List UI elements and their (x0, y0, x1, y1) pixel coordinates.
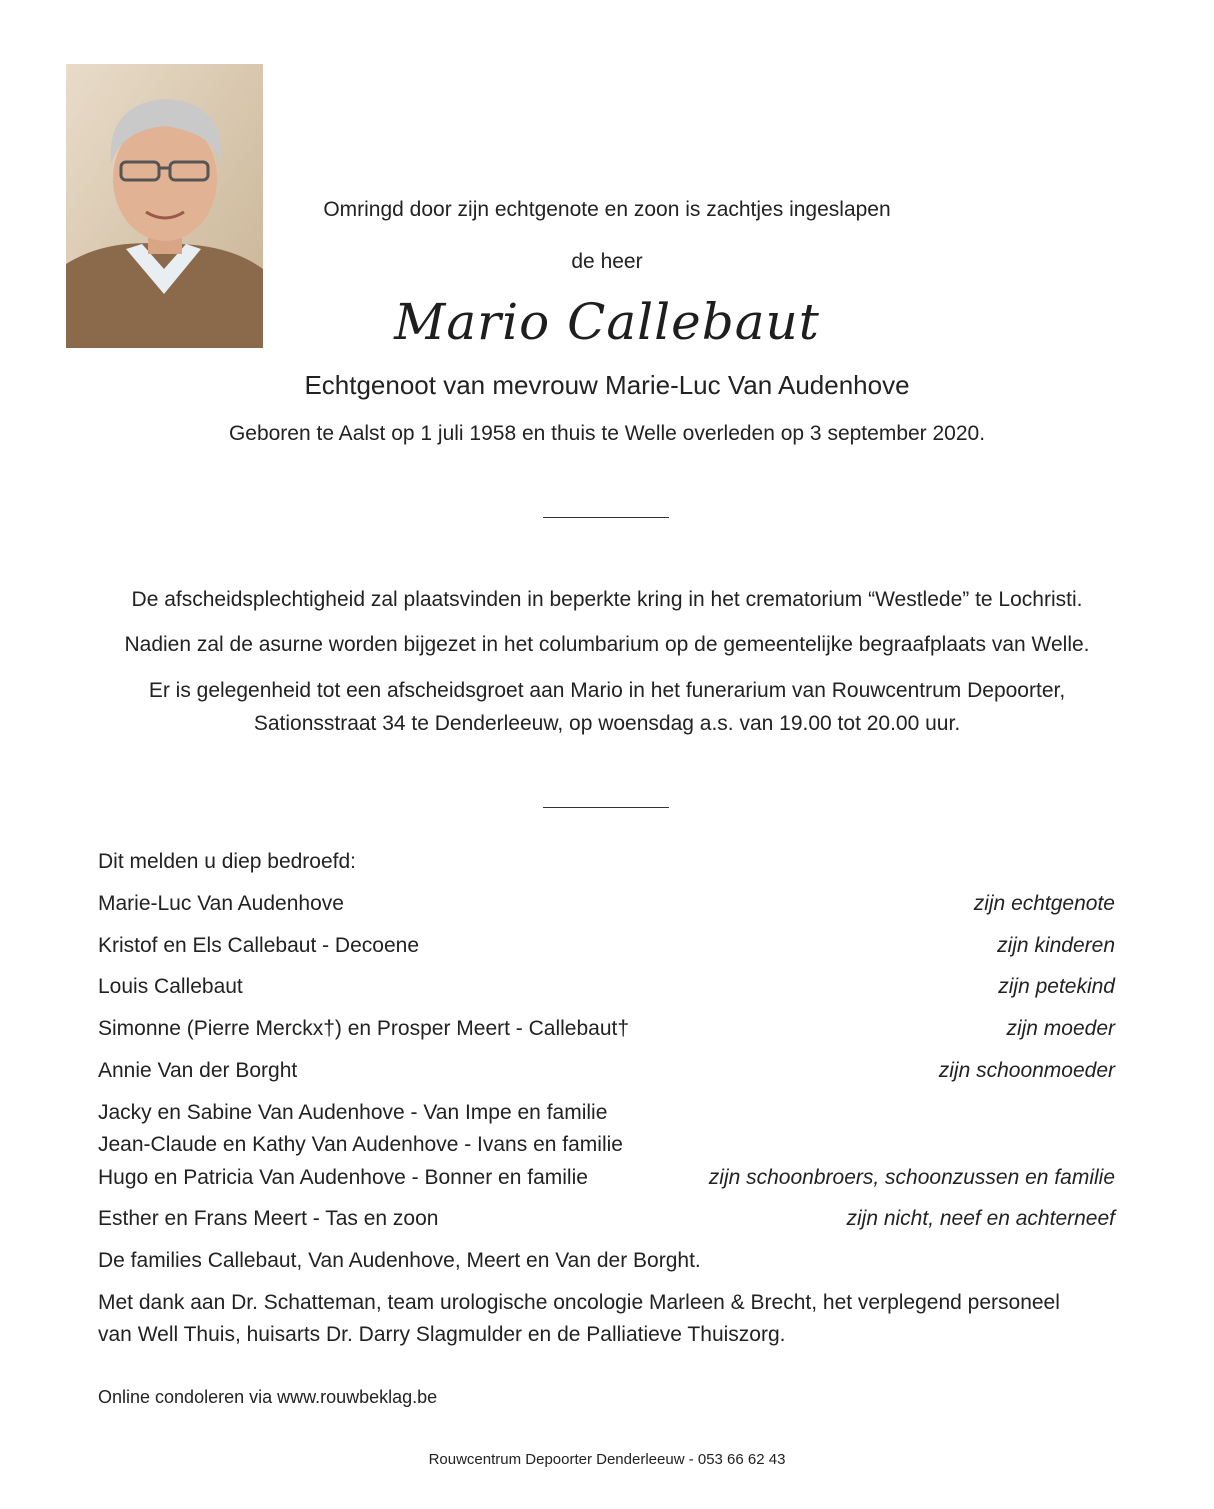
mourner-relation: zijn kinderen (997, 934, 1115, 957)
mourner-row (98, 1207, 1115, 1237)
mourner-relation: zijn petekind (998, 975, 1115, 998)
mourner-row (98, 1166, 1115, 1196)
mourner-name: Simonne (Pierre Merckx†) en Prosper Meert - Callebaut† (98, 1017, 630, 1040)
inlaw-line: Hugo en Patricia Van Audenhove - Bonner en familie (98, 1166, 588, 1189)
ceremony-line-1: De afscheidsplechtigheid zal plaatsvinden in beperkte kring in het crematorium “Westlede” te Lochristi. (131, 588, 1083, 611)
inlaw-line: Jean-Claude en Kathy Van Audenhove - Ivans en familie (98, 1133, 623, 1156)
mourner-name: Marie-Luc Van Audenhove (98, 892, 344, 915)
online-condolence-text: Online condoleren via www.rouwbeklag.be (98, 1387, 438, 1407)
divider-1 (543, 517, 669, 518)
mourners-intro: Dit melden u diep bedroefd: (98, 850, 356, 873)
mourner-row (98, 892, 1115, 922)
mourner-relation: zijn schoonmoeder (938, 1059, 1115, 1082)
mourner-row (98, 975, 1115, 1005)
mourner-name: Kristof en Els Callebaut - Decoene (98, 934, 419, 957)
spouse-text: Echtgenoot van mevrouw Marie-Luc Van Audenhove (304, 370, 910, 400)
mourner-relation: zijn schoonbroers, schoonzussen en familie (708, 1166, 1115, 1189)
ceremony-line-2: Nadien zal de asurne worden bijgezet in het columbarium op de gemeentelijke begraafplaats van Welle. (124, 633, 1090, 656)
mourner-name: Louis Callebaut (98, 975, 243, 998)
mourner-relation: zijn echtgenote (973, 892, 1115, 915)
ceremony-line-3b: Sationsstraat 34 te Denderleeuw, op woensdag a.s. van 19.00 tot 20.00 uur. (253, 712, 961, 735)
mourner-row (98, 1059, 1115, 1089)
mourner-name: Esther en Frans Meert - Tas en zoon (98, 1207, 439, 1230)
mourner-row (98, 1017, 1115, 1047)
birth-death-text: Geboren te Aalst op 1 juli 1958 en thuis te Welle overleden op 3 september 2020. (228, 422, 986, 445)
mourner-name: Annie Van der Borght (98, 1059, 298, 1082)
title-prefix: de heer (571, 250, 643, 273)
inlaw-line: Jacky en Sabine Van Audenhove - Van Impe en familie (98, 1101, 608, 1124)
mourner-relation: zijn moeder (1006, 1017, 1115, 1040)
thanks-line-1: Met dank aan Dr. Schatteman, team urologische oncologie Marleen & Brecht, het verplegend personeel (98, 1291, 1060, 1314)
mourner-relation: zijn nicht, neef en achterneef (846, 1207, 1115, 1230)
mourner-row (98, 934, 1115, 964)
deceased-name: Mario Callebaut (394, 293, 820, 351)
divider-2 (543, 807, 669, 808)
ceremony-line-3a: Er is gelegenheid tot een afscheidsgroet aan Mario in het funerarium van Rouwcentrum Depoorter, (148, 679, 1066, 702)
intro-text: Omringd door zijn echtgenote en zoon is zachtjes ingeslapen (323, 198, 891, 221)
families-text: De families Callebaut, Van Audenhove, Meert en Van der Borght. (98, 1249, 701, 1272)
footer-text: Rouwcentrum Depoorter Denderleeuw - 053 66 62 43 (428, 1451, 786, 1468)
thanks-line-2: van Well Thuis, huisarts Dr. Darry Slagmulder en de Palliatieve Thuiszorg. (98, 1323, 786, 1346)
